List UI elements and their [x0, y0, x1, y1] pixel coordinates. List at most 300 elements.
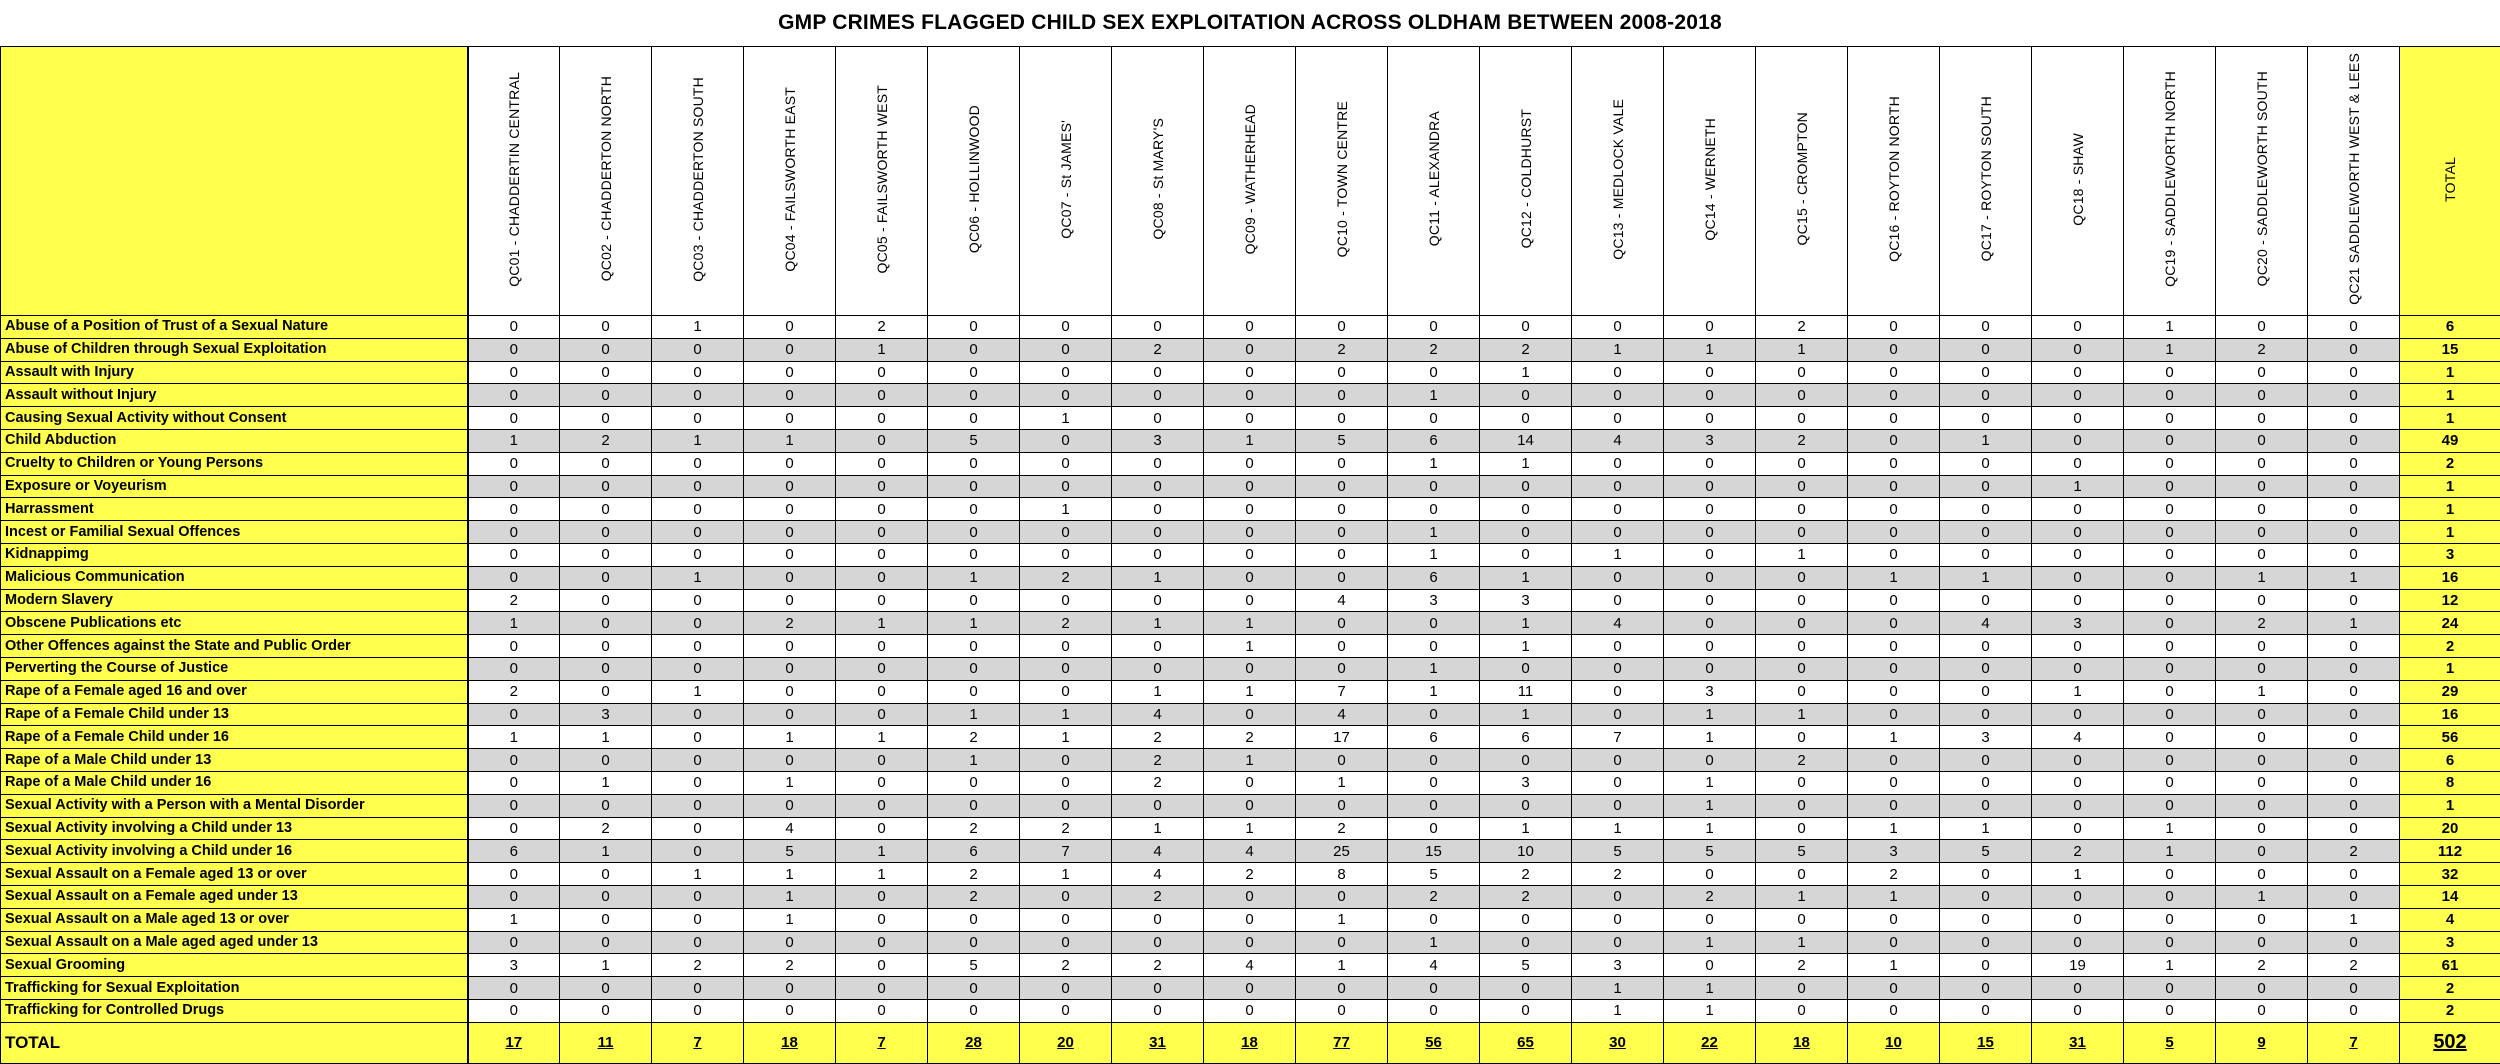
count-cell: 0	[1940, 475, 2032, 498]
count-cell: 6	[468, 840, 560, 863]
count-cell: 0	[1020, 452, 1112, 475]
count-cell: 0	[744, 703, 836, 726]
count-cell: 2	[928, 817, 1020, 840]
count-cell: 0	[1480, 794, 1572, 817]
count-cell: 2	[2308, 840, 2400, 863]
table-row	[1, 361, 2500, 384]
count-cell: 0	[744, 566, 836, 589]
row-total-cell: 24	[2400, 612, 2500, 635]
count-cell: 1	[1940, 429, 2032, 452]
count-cell: 0	[928, 361, 1020, 384]
count-cell: 0	[2216, 931, 2308, 954]
count-cell: 1	[1664, 338, 1756, 361]
count-cell: 0	[2308, 885, 2400, 908]
count-cell: 0	[744, 635, 836, 658]
count-cell: 2	[1020, 817, 1112, 840]
count-cell: 0	[2216, 452, 2308, 475]
count-cell: 0	[744, 931, 836, 954]
count-cell: 0	[468, 566, 560, 589]
count-cell: 0	[1940, 931, 2032, 954]
table-row	[1, 977, 2500, 1000]
count-cell: 2	[1112, 954, 1204, 977]
count-cell: 0	[1664, 407, 1756, 430]
count-cell: 0	[1940, 863, 2032, 886]
count-cell: 0	[1020, 771, 1112, 794]
count-cell: 2	[652, 954, 744, 977]
count-cell: 0	[1572, 384, 1664, 407]
count-cell: 0	[1940, 452, 2032, 475]
corner-cell	[1, 47, 468, 316]
column-header	[1572, 47, 1664, 316]
count-cell: 1	[560, 954, 652, 977]
row-total-cell: 49	[2400, 429, 2500, 452]
count-cell: 0	[2308, 749, 2400, 772]
count-cell: 0	[744, 543, 836, 566]
count-cell: 1	[1388, 521, 1480, 544]
count-cell: 0	[1020, 999, 1112, 1022]
row-total-cell: 1	[2400, 498, 2500, 521]
count-cell: 2	[560, 429, 652, 452]
count-cell: 2	[1112, 885, 1204, 908]
count-cell: 0	[928, 657, 1020, 680]
row-total-cell: 112	[2400, 840, 2500, 863]
count-cell: 0	[1572, 794, 1664, 817]
count-cell: 0	[1572, 475, 1664, 498]
count-cell: 1	[1020, 726, 1112, 749]
count-cell: 0	[560, 316, 652, 339]
count-cell: 0	[2124, 657, 2216, 680]
count-cell: 0	[2032, 429, 2124, 452]
count-cell: 0	[1756, 475, 1848, 498]
count-cell: 0	[2032, 635, 2124, 658]
count-cell: 0	[1756, 566, 1848, 589]
count-cell: 0	[1664, 316, 1756, 339]
count-cell: 0	[1204, 908, 1296, 931]
count-cell: 0	[1756, 726, 1848, 749]
row-total-cell: 2	[2400, 999, 2500, 1022]
count-cell: 0	[1020, 316, 1112, 339]
count-cell: 0	[2308, 452, 2400, 475]
area-label: QC05 - FAILSWORTH WEST	[874, 85, 890, 274]
count-cell: 2	[836, 316, 928, 339]
count-cell: 0	[1296, 361, 1388, 384]
count-cell: 0	[2032, 885, 2124, 908]
count-cell: 1	[744, 771, 836, 794]
count-cell: 2	[1296, 338, 1388, 361]
count-cell: 1	[1940, 817, 2032, 840]
count-cell: 1	[836, 338, 928, 361]
count-cell: 0	[2032, 794, 2124, 817]
area-label: QC06 - HOLLINWOOD	[966, 105, 982, 253]
offence-label: Assault with Injury	[1, 361, 468, 384]
count-cell: 0	[2032, 521, 2124, 544]
count-cell: 0	[836, 885, 928, 908]
count-cell: 6	[1388, 726, 1480, 749]
count-cell: 1	[1388, 384, 1480, 407]
count-cell: 0	[2308, 657, 2400, 680]
count-cell: 0	[2124, 771, 2216, 794]
count-cell: 0	[1756, 817, 1848, 840]
count-cell: 1	[1480, 566, 1572, 589]
count-cell: 5	[744, 840, 836, 863]
count-cell: 1	[1296, 908, 1388, 931]
area-label: QC15 - CROMPTON	[1794, 112, 1810, 245]
count-cell: 0	[1020, 931, 1112, 954]
count-cell: 0	[1572, 885, 1664, 908]
table-row	[1, 817, 2500, 840]
count-cell: 0	[1664, 384, 1756, 407]
count-cell: 0	[652, 657, 744, 680]
count-cell: 1	[1572, 543, 1664, 566]
count-cell: 2	[2216, 954, 2308, 977]
count-cell: 0	[2308, 635, 2400, 658]
count-cell: 0	[468, 999, 560, 1022]
count-cell: 10	[1480, 840, 1572, 863]
count-cell: 0	[1020, 885, 1112, 908]
count-cell: 0	[1572, 749, 1664, 772]
count-cell: 0	[2124, 794, 2216, 817]
count-cell: 1	[1296, 771, 1388, 794]
count-cell: 0	[1388, 361, 1480, 384]
count-cell: 0	[1296, 521, 1388, 544]
count-cell: 0	[1480, 498, 1572, 521]
table-row	[1, 840, 2500, 863]
count-cell: 0	[2124, 589, 2216, 612]
count-cell: 19	[2032, 954, 2124, 977]
count-cell: 0	[560, 999, 652, 1022]
row-total-cell: 6	[2400, 316, 2500, 339]
row-total-cell: 14	[2400, 885, 2500, 908]
count-cell: 0	[1572, 931, 1664, 954]
count-cell: 0	[1112, 908, 1204, 931]
count-cell: 0	[1664, 521, 1756, 544]
count-cell: 1	[2308, 908, 2400, 931]
offence-label: Sexual Grooming	[1, 954, 468, 977]
count-cell: 0	[1756, 384, 1848, 407]
count-cell: 0	[1388, 749, 1480, 772]
count-cell: 0	[928, 384, 1020, 407]
count-cell: 0	[744, 361, 836, 384]
count-cell: 0	[928, 316, 1020, 339]
count-cell: 0	[468, 703, 560, 726]
row-total-cell: 1	[2400, 794, 2500, 817]
count-cell: 0	[1296, 384, 1388, 407]
count-cell: 0	[1664, 361, 1756, 384]
count-cell: 1	[1112, 817, 1204, 840]
count-cell: 0	[468, 771, 560, 794]
count-cell: 0	[1756, 498, 1848, 521]
count-cell: 0	[1296, 657, 1388, 680]
count-cell: 1	[560, 726, 652, 749]
count-cell: 0	[1664, 498, 1756, 521]
count-cell: 0	[1940, 680, 2032, 703]
count-cell: 0	[1204, 999, 1296, 1022]
count-cell: 0	[2032, 703, 2124, 726]
column-total-cell: 31	[2032, 1022, 2124, 1063]
count-cell: 0	[1020, 977, 1112, 1000]
count-cell: 2	[928, 885, 1020, 908]
count-cell: 0	[1388, 771, 1480, 794]
count-cell: 0	[1572, 703, 1664, 726]
count-cell: 0	[836, 817, 928, 840]
count-cell: 7	[1572, 726, 1664, 749]
count-cell: 0	[468, 749, 560, 772]
area-label: QC08 - St MARY'S	[1150, 118, 1166, 240]
count-cell: 0	[1388, 999, 1480, 1022]
count-cell: 0	[468, 794, 560, 817]
count-cell: 5	[1664, 840, 1756, 863]
offence-label: Rape of a Male Child under 13	[1, 749, 468, 772]
count-cell: 0	[652, 817, 744, 840]
table-row	[1, 452, 2500, 475]
table-row	[1, 612, 2500, 635]
count-cell: 1	[1020, 703, 1112, 726]
count-cell: 1	[1480, 817, 1572, 840]
count-cell: 1	[1204, 429, 1296, 452]
count-cell: 0	[744, 338, 836, 361]
count-cell: 0	[1940, 657, 2032, 680]
count-cell: 0	[1112, 635, 1204, 658]
count-cell: 0	[1204, 771, 1296, 794]
count-cell: 0	[560, 475, 652, 498]
count-cell: 0	[2216, 635, 2308, 658]
count-cell: 0	[2308, 977, 2400, 1000]
totals-label: TOTAL	[1, 1022, 468, 1063]
column-total-cell: 11	[560, 1022, 652, 1063]
count-cell: 0	[2032, 817, 2124, 840]
count-cell: 0	[1112, 794, 1204, 817]
column-total-cell: 28	[928, 1022, 1020, 1063]
table-row	[1, 521, 2500, 544]
column-total-cell: 9	[2216, 1022, 2308, 1063]
count-cell: 0	[560, 863, 652, 886]
count-cell: 0	[1020, 635, 1112, 658]
count-cell: 1	[836, 726, 928, 749]
count-cell: 1	[2032, 475, 2124, 498]
count-cell: 0	[2032, 498, 2124, 521]
offence-label: Other Offences against the State and Public Order	[1, 635, 468, 658]
area-label: QC09 - WATHERHEAD	[1242, 104, 1258, 254]
column-header	[560, 47, 652, 316]
count-cell: 0	[2308, 680, 2400, 703]
row-total-cell: 2	[2400, 635, 2500, 658]
count-cell: 0	[1940, 498, 2032, 521]
count-cell: 0	[1112, 589, 1204, 612]
count-cell: 7	[1020, 840, 1112, 863]
count-cell: 0	[560, 612, 652, 635]
count-cell: 0	[2308, 475, 2400, 498]
count-cell: 0	[560, 338, 652, 361]
count-cell: 0	[560, 543, 652, 566]
column-header	[1664, 47, 1756, 316]
count-cell: 1	[2216, 566, 2308, 589]
count-cell: 0	[652, 452, 744, 475]
count-cell: 0	[1756, 908, 1848, 931]
count-cell: 0	[1664, 908, 1756, 931]
count-cell: 0	[652, 885, 744, 908]
count-cell: 0	[652, 589, 744, 612]
count-cell: 0	[2124, 543, 2216, 566]
count-cell: 1	[1664, 931, 1756, 954]
count-cell: 0	[836, 361, 928, 384]
count-cell: 4	[744, 817, 836, 840]
count-cell: 1	[1388, 657, 1480, 680]
offence-label: Rape of a Male Child under 16	[1, 771, 468, 794]
area-label: QC01 - CHADDERTIN CENTRAL	[506, 72, 522, 287]
count-cell: 0	[1204, 498, 1296, 521]
count-cell: 1	[1848, 885, 1940, 908]
count-cell: 0	[836, 384, 928, 407]
column-header	[1296, 47, 1388, 316]
column-total-cell: 5	[2124, 1022, 2216, 1063]
count-cell: 0	[744, 589, 836, 612]
column-header	[1848, 47, 1940, 316]
count-cell: 1	[1204, 635, 1296, 658]
count-cell: 0	[652, 635, 744, 658]
count-cell: 0	[1572, 908, 1664, 931]
count-cell: 1	[836, 612, 928, 635]
count-cell: 0	[468, 338, 560, 361]
count-cell: 1	[468, 612, 560, 635]
count-cell: 0	[1480, 977, 1572, 1000]
count-cell: 0	[1388, 817, 1480, 840]
count-cell: 0	[1756, 794, 1848, 817]
count-cell: 0	[652, 794, 744, 817]
column-header	[928, 47, 1020, 316]
count-cell: 17	[1296, 726, 1388, 749]
count-cell: 0	[1940, 954, 2032, 977]
count-cell: 0	[468, 863, 560, 886]
count-cell: 0	[1020, 908, 1112, 931]
count-cell: 1	[1756, 338, 1848, 361]
count-cell: 0	[1940, 771, 2032, 794]
count-cell: 2	[1572, 863, 1664, 886]
row-total-cell: 16	[2400, 566, 2500, 589]
count-cell: 0	[1848, 452, 1940, 475]
count-cell: 0	[928, 543, 1020, 566]
count-cell: 0	[560, 931, 652, 954]
count-cell: 0	[928, 475, 1020, 498]
count-cell: 0	[1204, 407, 1296, 430]
count-cell: 0	[928, 521, 1020, 544]
count-cell: 2	[1756, 429, 1848, 452]
count-cell: 2	[1112, 771, 1204, 794]
count-cell: 0	[1296, 999, 1388, 1022]
count-cell: 1	[2216, 680, 2308, 703]
count-cell: 0	[2032, 361, 2124, 384]
count-cell: 1	[744, 908, 836, 931]
table-row	[1, 407, 2500, 430]
count-cell: 1	[2124, 840, 2216, 863]
row-total-cell: 4	[2400, 908, 2500, 931]
count-cell: 0	[1848, 498, 1940, 521]
count-cell: 2	[1480, 338, 1572, 361]
count-cell: 1	[1572, 817, 1664, 840]
count-cell: 0	[2124, 361, 2216, 384]
count-cell: 0	[1020, 749, 1112, 772]
count-cell: 2	[1112, 726, 1204, 749]
count-cell: 0	[1296, 407, 1388, 430]
count-cell: 2	[2216, 612, 2308, 635]
count-cell: 0	[468, 316, 560, 339]
count-cell: 0	[2124, 452, 2216, 475]
count-cell: 0	[1848, 384, 1940, 407]
column-header	[2124, 47, 2216, 316]
count-cell: 0	[2032, 749, 2124, 772]
count-cell: 1	[1756, 703, 1848, 726]
count-cell: 0	[2124, 680, 2216, 703]
count-cell: 0	[652, 726, 744, 749]
count-cell: 0	[744, 316, 836, 339]
count-cell: 0	[1020, 429, 1112, 452]
row-total-cell: 29	[2400, 680, 2500, 703]
count-cell: 11	[1480, 680, 1572, 703]
totals-row	[1, 1022, 2500, 1063]
offence-label: Rape of a Female Child under 13	[1, 703, 468, 726]
count-cell: 2	[1296, 817, 1388, 840]
count-cell: 0	[652, 703, 744, 726]
count-cell: 0	[2308, 521, 2400, 544]
count-cell: 0	[1112, 384, 1204, 407]
count-cell: 0	[1388, 316, 1480, 339]
count-cell: 6	[928, 840, 1020, 863]
count-cell: 0	[1940, 908, 2032, 931]
row-total-cell: 1	[2400, 361, 2500, 384]
count-cell: 1	[1480, 612, 1572, 635]
count-cell: 0	[2308, 407, 2400, 430]
table-body	[1, 316, 2500, 1023]
area-label: QC14 - WERNETH	[1702, 118, 1718, 241]
area-label: QC02 - CHADDERTON NORTH	[598, 76, 614, 281]
count-cell: 0	[1112, 521, 1204, 544]
count-cell: 0	[2124, 908, 2216, 931]
count-cell: 1	[1572, 338, 1664, 361]
count-cell: 0	[1664, 749, 1756, 772]
count-cell: 1	[1664, 726, 1756, 749]
count-cell: 0	[836, 908, 928, 931]
count-cell: 1	[836, 863, 928, 886]
count-cell: 3	[560, 703, 652, 726]
count-cell: 0	[560, 361, 652, 384]
count-cell: 0	[2032, 452, 2124, 475]
count-cell: 0	[1664, 954, 1756, 977]
column-total-cell: 31	[1112, 1022, 1204, 1063]
table-row	[1, 794, 2500, 817]
count-cell: 0	[468, 384, 560, 407]
count-cell: 2	[1112, 338, 1204, 361]
count-cell: 2	[560, 817, 652, 840]
count-cell: 0	[1572, 771, 1664, 794]
table-row	[1, 749, 2500, 772]
row-total-cell: 16	[2400, 703, 2500, 726]
count-cell: 0	[1848, 635, 1940, 658]
count-cell: 2	[928, 863, 1020, 886]
count-cell: 0	[1204, 475, 1296, 498]
area-label: QC11 - ALEXANDRA	[1426, 111, 1442, 246]
count-cell: 0	[1848, 316, 1940, 339]
count-cell: 0	[1756, 863, 1848, 886]
count-cell: 0	[1940, 384, 2032, 407]
count-cell: 0	[744, 475, 836, 498]
count-cell: 1	[2032, 863, 2124, 886]
offence-label: Cruelty to Children or Young Persons	[1, 452, 468, 475]
count-cell: 5	[1480, 954, 1572, 977]
count-cell: 0	[1756, 999, 1848, 1022]
column-header	[836, 47, 928, 316]
count-cell: 0	[468, 543, 560, 566]
count-cell: 0	[1480, 931, 1572, 954]
count-cell: 0	[2124, 863, 2216, 886]
